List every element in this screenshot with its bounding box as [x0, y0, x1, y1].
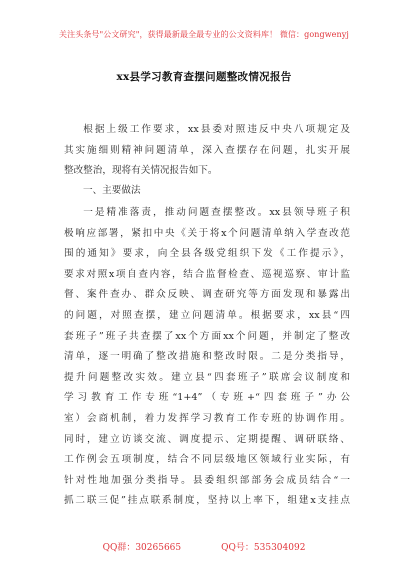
- paragraph-line: 要求对照x项自查内容，结合监督检查、巡视巡察、审计监: [64, 268, 350, 280]
- footer-contact: [0, 540, 408, 553]
- section-heading: 一、主要做法: [83, 185, 141, 196]
- paragraph-line: 抓二联三促”挂点联系制度，坚持以上率下，组建x支挂点: [64, 495, 350, 507]
- paragraph-line: 套班子”班子共查摆了xx个方面xx个问题，并制定了整改: [64, 330, 350, 342]
- intro-paragraph: [64, 120, 350, 182]
- qq-group-number: QQ群：30265665: [102, 543, 182, 553]
- paragraph-line: 学习教育工作专班“1+4”（专班+“四套班子”办公: [64, 392, 350, 404]
- paragraph-line: 清单，逐一明确了整改措施和整改时限。二是分类指导，: [64, 351, 350, 363]
- header-promo-note: 关注头条号"公文研究"，获得最新最全最专业的公文资料库！ 微信：gongwenyj: [59, 30, 349, 39]
- paragraph-line: 极响应部署，紧扣中央《关于将x个问题清单纳入学查改范: [64, 227, 350, 239]
- qq-number: QQ号：535304092: [221, 543, 306, 553]
- paragraph-line: 针对性地加强分类指导。县委组织部部务会成员结合“一: [64, 474, 350, 486]
- paragraph-line: 根据上级工作要求，xx县委对照违反中央八项规定及: [83, 124, 350, 135]
- paragraph-line: 工作例会五项制度，结合不同层级地区领域行业实际，有: [64, 454, 350, 466]
- paragraph-line: 其实施细则精神问题清单，深入查摆存在问题，扎实开展: [64, 144, 350, 156]
- paragraph-line: 整改整治，现将有关情况报告如下。: [64, 165, 218, 177]
- paragraph-line: 一是精准落责，推动问题查摆整改。xx县领导班子积: [83, 207, 350, 218]
- document-title: xx县学习教育查摆问题整改情况报告: [116, 71, 292, 83]
- paragraph-line: 提升问题整改实效。建立县“四套班子”联席会议制度和: [64, 371, 350, 383]
- paragraph-line: 的问题，对照查摆，建立问题清单。根据要求，xx县“四: [64, 309, 350, 321]
- main-paragraph: [64, 203, 350, 512]
- paragraph-line: 督、案件查办、群众反映、调查研究等方面发现和暴露出: [64, 289, 350, 301]
- paragraph-line: 围的通知》要求，向全县各级党组织下发《工作提示》，: [64, 248, 350, 260]
- paragraph-line: 室）会商机制，着力发挥学习教育工作专班的协调作用。: [64, 412, 350, 424]
- paragraph-line: 同时，建立访谈交流、调度提示、定期提醒、调研联络、: [64, 433, 350, 445]
